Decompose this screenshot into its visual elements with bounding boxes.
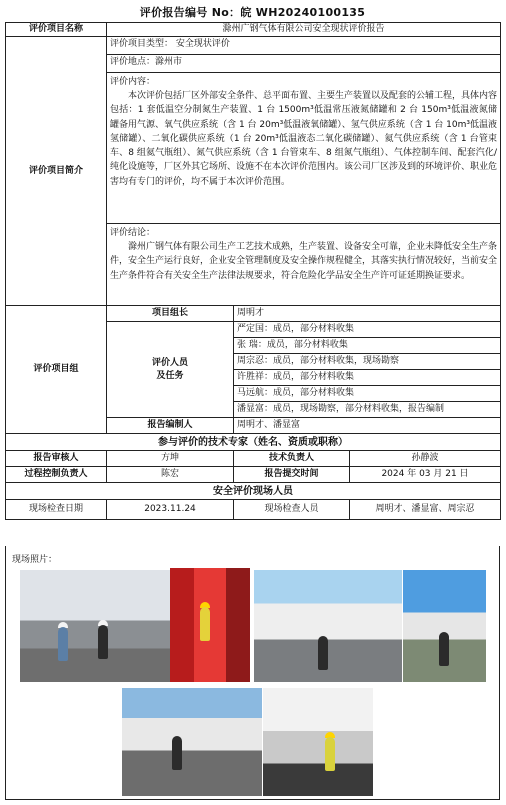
reviewer-label: 报告审核人 (6, 451, 107, 467)
team-member: 马远航：成员，部分材料收集 (234, 386, 501, 402)
site-header: 安全评价现场人员 (6, 483, 501, 500)
evaluation-content (107, 73, 500, 224)
tech-lead-label: 技术负责人 (234, 451, 350, 467)
reviewer-value: 方坤 (107, 451, 234, 467)
leader-label: 项目组长 (107, 306, 234, 322)
process-lead-label: 过程控制负责人 (6, 467, 107, 483)
site-photo-walkway (122, 688, 262, 796)
members-label: 评价人员 及任务 (107, 322, 234, 418)
compiler-label: 报告编制人 (107, 418, 234, 434)
project-name-value: 滁州广钢气体有限公司安全现状评价报告 (107, 23, 501, 37)
site-photo-equipment-cabinet (170, 568, 250, 682)
project-location: 评价地点：滁州市 (107, 55, 500, 73)
project-name-label: 评价项目名称 (6, 23, 107, 37)
site-photo-gate (20, 570, 170, 682)
report-title: 评价报告编号 No：皖 WH20240100135 (139, 6, 366, 19)
experts-header: 参与评价的技术专家（姓名、资质或职称） (6, 434, 501, 451)
leader-value: 周明才 (234, 306, 501, 322)
tech-lead-value: 孙静波 (350, 451, 501, 467)
submit-value: 2024 年 03 月 21 日 (350, 467, 501, 483)
photos-label: 现场照片： (12, 555, 58, 565)
team-member: 严定国：成员，部分材料收集 (234, 322, 501, 338)
site-staff-value: 周明才、潘显富、周宗忍 (350, 500, 501, 520)
report-table (5, 22, 501, 520)
site-photos (5, 546, 500, 800)
team-member: 潘显富：成员，现场勘察，部分材料收集，报告编制 (234, 402, 501, 418)
site-staff-label: 现场检查人员 (234, 500, 350, 520)
project-type: 评价项目类型： 安全现状评价 (107, 37, 500, 55)
site-photo-building (254, 570, 402, 682)
team-member: 周宗忍：成员，部分材料收集，现场勘察 (234, 354, 501, 370)
compiler-value: 周明才、潘显富 (234, 418, 501, 434)
site-date-value: 2023.11.24 (107, 500, 234, 520)
team-member: 许胜祥：成员，部分材料收集 (234, 370, 501, 386)
team-member: 张 瑞：成员，部分材料收集 (234, 338, 501, 354)
submit-label: 报告提交时间 (234, 467, 350, 483)
project-intro-cell (107, 37, 501, 306)
conclusion-text: 滁州广钢气体有限公司生产工艺技术成熟，生产装置、设备安全可靠，企业未降低安全生产条件，安全生产运行良好，企业安全管理制度及安全操作规程健全，其落实执行情况较好，当前安全生产条件符合有关安全生产法律法规要求，符合危险化学品安全生产许可证延期换证要求。 (110, 242, 498, 281)
conclusion-title: 评价结论： (110, 228, 156, 238)
site-date-label: 现场检查日期 (6, 500, 107, 520)
project-intro-label: 评价项目简介 (6, 37, 107, 306)
content-text: 本次评价包括厂区外部安全条件、总平面布置、主要生产装置以及配套的公辅工程，具体内容包括：1 套低温空分制氮生产装置、1 台 1500m³低温常压液氮储罐和 2 台 150m³低温液氮储罐备用气源、氧气供应系统（含 1 台 20m³低温液氧储罐）、氢气供应系统（含 1 台 10m³低温液氢储罐）、二氧化碳供应系统（1 台 20m³低温液态二氧化碳储罐）、氦气供应系统（含 1 台管束车、8 组氦气瓶组）、氮气供应系统（含 1 台管束车、8 组氮气瓶组）、气体控制车间、配套汽化/纯化设施等，厂区外其它场所、设施不在本次评价范围内。该公司厂区涉及到的环境评价、职业危害均有专门的评价，均不属于本次评价范围。 (110, 91, 498, 187)
report-page (5, 4, 500, 520)
content-title: 评价内容： (110, 77, 156, 87)
evaluation-conclusion (107, 224, 500, 305)
site-photo-control-room (263, 688, 373, 796)
team-label: 评价项目组 (6, 306, 107, 434)
site-photo-yard (403, 570, 486, 682)
process-lead-value: 陈宏 (107, 467, 234, 483)
